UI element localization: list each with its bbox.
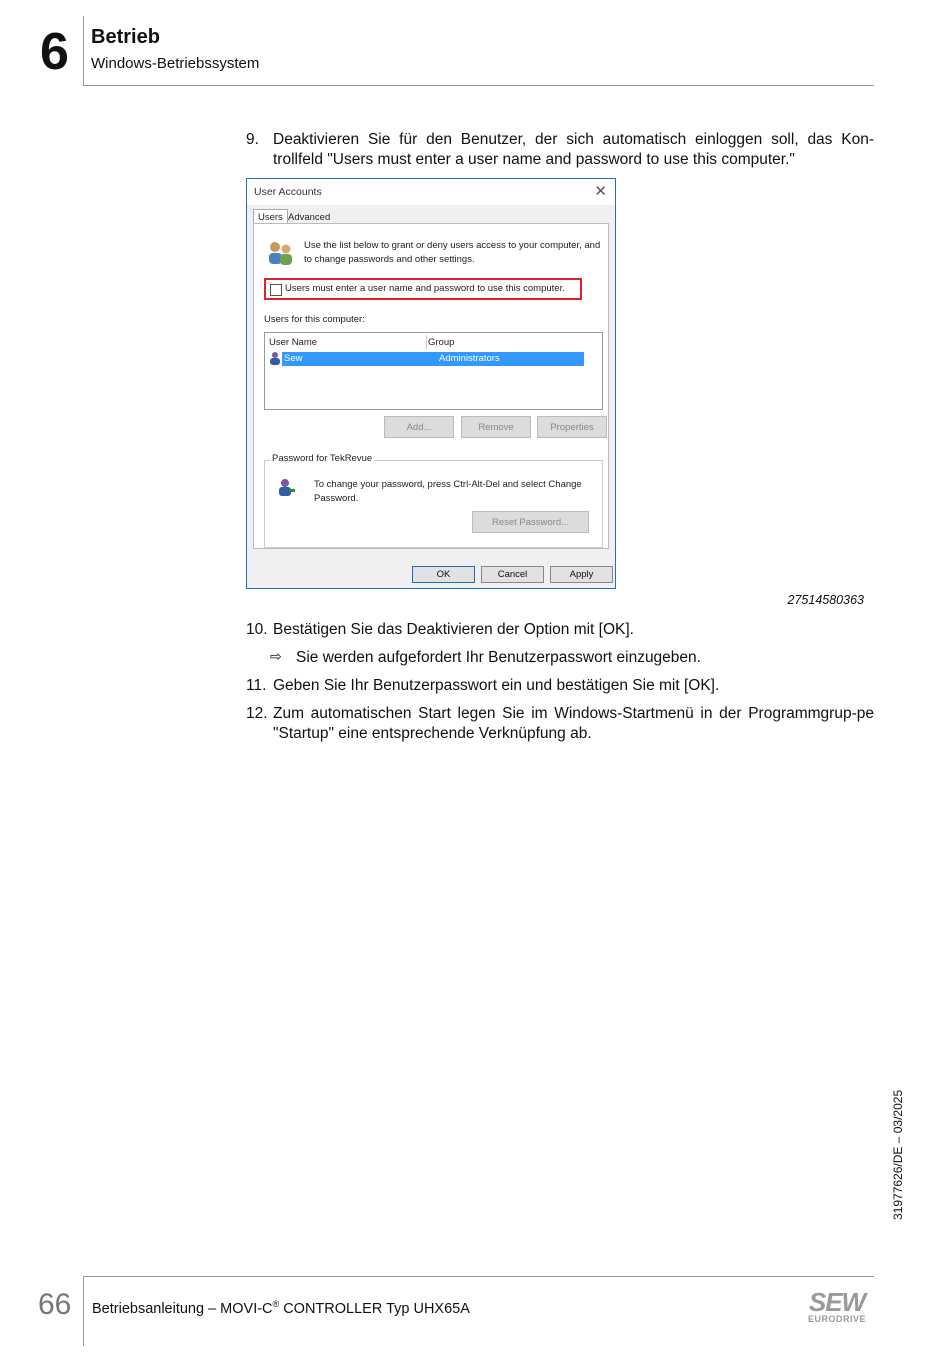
step-number: 9. xyxy=(246,131,259,148)
table-row[interactable] xyxy=(282,352,584,366)
footer-doc-reg: ® xyxy=(272,1299,280,1309)
chapter-number: 6 xyxy=(40,23,69,81)
step-12 xyxy=(246,704,874,746)
logo-eurodrive: EURODRIVE xyxy=(807,1314,866,1324)
result-text: Sie werden aufgefordert Ihr Benutzerpasswort einzugeben. xyxy=(296,649,701,666)
require-password-checkbox[interactable] xyxy=(270,284,282,296)
step-11 xyxy=(246,676,874,696)
highlight-box xyxy=(264,278,582,300)
column-divider xyxy=(426,335,427,349)
result-arrow-icon: ⇨ xyxy=(270,648,282,664)
close-icon[interactable]: ✕ xyxy=(594,183,607,200)
logo-sew: SEW xyxy=(808,1287,866,1317)
row-user-name: Sew xyxy=(284,353,303,364)
add-button[interactable]: Add... xyxy=(384,416,454,438)
figure-id: 27514580363 xyxy=(787,593,864,607)
cancel-button[interactable]: Cancel xyxy=(481,566,544,583)
apply-button[interactable]: Apply xyxy=(550,566,613,583)
page-number: 66 xyxy=(38,1288,72,1321)
step-number: 12. xyxy=(246,705,268,722)
step-10 xyxy=(246,620,874,640)
step-number: 10. xyxy=(246,621,268,638)
step-text: Zum automatischen Start legen Sie im Windows-Startmenü in der Programmgrup-pe "Startup" eine entsprechende Verknüpfung ab. xyxy=(273,705,874,742)
footer-divider xyxy=(83,1276,84,1346)
step-number: 11. xyxy=(246,677,267,694)
footer-document-title xyxy=(92,1299,470,1317)
chapter-title: Betrieb xyxy=(91,26,160,48)
step-text: Geben Sie Ihr Benutzerpasswort ein und bestätigen Sie mit [OK]. xyxy=(273,677,720,694)
reset-password-button[interactable]: Reset Password... xyxy=(472,511,589,533)
properties-button[interactable]: Properties xyxy=(537,416,607,438)
dialog-hint: Use the list below to grant or deny users access to your computer, and to change passwords and other settings. xyxy=(304,240,601,265)
header-divider xyxy=(83,16,84,86)
footer-rule xyxy=(84,1276,874,1277)
user-icon xyxy=(269,351,282,365)
column-group[interactable]: Group xyxy=(428,337,455,348)
users-list[interactable] xyxy=(264,332,603,410)
section-title: Windows-Betriebssystem xyxy=(91,55,260,72)
step-9 xyxy=(246,130,874,172)
step-text: Bestätigen Sie das Deaktivieren der Option mit [OK]. xyxy=(273,621,634,638)
users-panel xyxy=(253,223,609,549)
dialog-titlebar xyxy=(247,179,615,205)
dialog-title: User Accounts xyxy=(254,186,322,198)
password-group xyxy=(264,453,603,548)
users-icon xyxy=(265,238,295,268)
password-instructions: To change your password, press Ctrl-Alt-Del and select Change Password. xyxy=(314,479,582,504)
users-list-label: Users for this computer: xyxy=(264,314,365,325)
user-key-icon xyxy=(277,477,297,497)
footer-doc-suffix: CONTROLLER Typ UHX65A xyxy=(279,1300,470,1317)
tab-advanced[interactable]: Advanced xyxy=(288,212,331,223)
step-text: Deaktivieren Sie für den Benutzer, der sich automatisch einloggen soll, das Kon-trollfeld "Users must enter a user name and password to use this computer." xyxy=(273,131,874,168)
row-group: Administrators xyxy=(439,353,500,364)
user-accounts-dialog-screenshot xyxy=(246,178,616,589)
footer-doc-prefix: Betriebsanleitung – MOVI-C xyxy=(92,1300,273,1317)
password-group-label: Password for TekRevue xyxy=(272,453,373,464)
ok-button[interactable]: OK xyxy=(412,566,475,583)
sew-eurodrive-logo xyxy=(800,1287,874,1324)
remove-button[interactable]: Remove xyxy=(461,416,531,438)
header-rule xyxy=(84,85,874,86)
tab-users[interactable]: Users xyxy=(253,209,288,225)
document-id-side: 31977626/DE – 03/2025 xyxy=(891,1089,905,1220)
column-user-name[interactable]: User Name xyxy=(269,337,318,348)
checkbox-label: Users must enter a user name and password to use this computer. xyxy=(285,283,565,294)
